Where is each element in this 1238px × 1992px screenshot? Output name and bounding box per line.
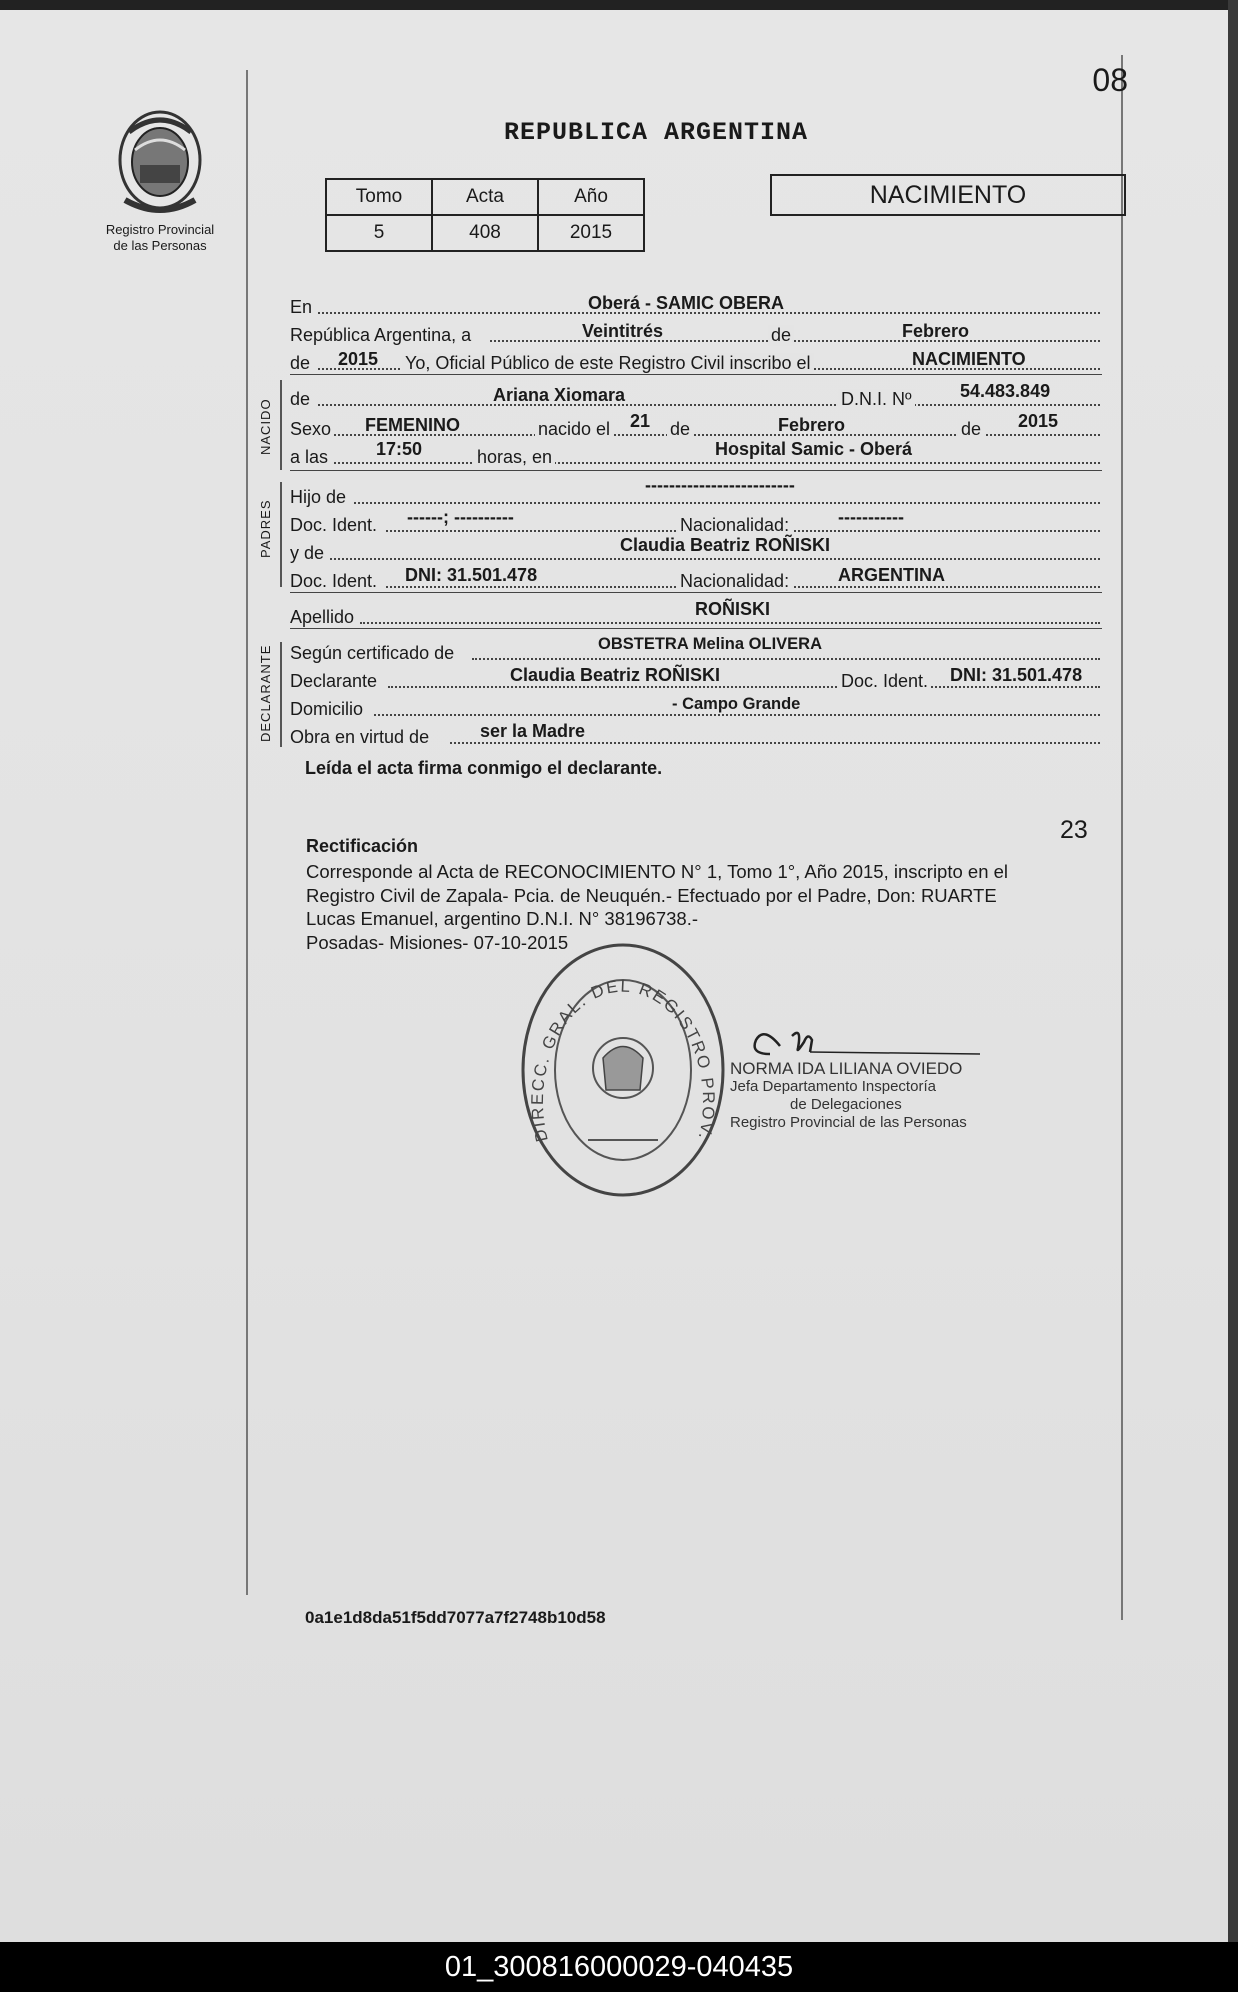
divider-1 bbox=[290, 374, 1102, 375]
side-label-padres: PADRES bbox=[258, 499, 273, 558]
label-yde: y de bbox=[290, 543, 325, 563]
rectification-line: Lucas Emanuel, argentino D.N.I. N° 38196738.- bbox=[306, 908, 699, 929]
row-fecha bbox=[290, 320, 1100, 346]
anio-header: Año bbox=[538, 179, 644, 215]
closing-statement: Leída el acta firma conmigo el declarante. bbox=[305, 758, 663, 778]
act-type-box: NACIMIENTO bbox=[770, 174, 1126, 216]
label-sexo: Sexo bbox=[290, 419, 332, 439]
value-dni: 54.483.849 bbox=[960, 381, 1051, 401]
svg-text:DIRECC. GRAL. DEL REGISTRO PRO bbox=[518, 940, 718, 1144]
label-alas: a las bbox=[290, 447, 329, 467]
row-apellido bbox=[290, 599, 1100, 628]
label-nacionalidad: Nacionalidad: bbox=[677, 515, 792, 536]
value-padre-nac: ----------- bbox=[838, 507, 904, 527]
row-en bbox=[290, 292, 1100, 318]
label-declarante: Declarante bbox=[290, 671, 378, 691]
signatory-block bbox=[730, 1060, 967, 1132]
row-nombre bbox=[290, 381, 1100, 410]
row-declarante bbox=[290, 666, 1100, 692]
label-de3: de bbox=[667, 419, 693, 440]
divider-4 bbox=[290, 628, 1102, 629]
nacido-bracket bbox=[280, 380, 282, 470]
label-de-nombre: de bbox=[290, 389, 311, 409]
logo-caption-1: Registro Provincial bbox=[105, 222, 215, 237]
frame-left-line bbox=[246, 70, 248, 1595]
rectification-line: Registro Civil de Zapala- Pcia. de Neuquén.- Efectuado por el Padre, Don: RUARTE bbox=[306, 884, 997, 906]
signatory-role: Registro Provincial de las Personas bbox=[730, 1114, 967, 1131]
label-nacionalidad2: Nacionalidad: bbox=[677, 571, 792, 592]
label-dni: D.N.I. Nº bbox=[838, 389, 915, 410]
label-de: de bbox=[768, 325, 794, 346]
stamp-seal-icon bbox=[518, 940, 728, 1200]
value-apellido: ROÑISKI bbox=[695, 599, 771, 619]
row-sexo bbox=[290, 411, 1100, 440]
row-madre-doc bbox=[290, 566, 1100, 592]
value-anio: 2015 bbox=[338, 349, 379, 369]
scan-top-edge bbox=[0, 0, 1238, 10]
value-padre: ------------------------- bbox=[645, 475, 795, 495]
label-en: En bbox=[290, 297, 313, 317]
rectification-line: Posadas- Misiones- 07-10-2015 bbox=[306, 931, 569, 953]
row-certificado bbox=[290, 635, 1100, 664]
province-logo bbox=[100, 110, 220, 254]
value-lugar-nac: Hospital Samic - Oberá bbox=[715, 439, 913, 459]
label-segun: Según certificado de bbox=[290, 643, 455, 663]
padres-bracket bbox=[280, 482, 282, 587]
value-madre: Claudia Beatriz ROÑISKI bbox=[620, 535, 831, 555]
value-mes: Febrero bbox=[902, 321, 970, 341]
label-hijo: Hijo de bbox=[290, 487, 347, 507]
signatory-role: Jefa Departamento Inspectoría bbox=[730, 1078, 936, 1095]
signature-icon bbox=[750, 1018, 980, 1062]
signatory-name: NORMA IDA LILIANA OVIEDO bbox=[730, 1059, 963, 1078]
label-obra: Obra en virtud de bbox=[290, 727, 430, 747]
document-title: REPUBLICA ARGENTINA bbox=[504, 118, 809, 147]
value-anio-nac: 2015 bbox=[1018, 411, 1059, 431]
value-obra: ser la Madre bbox=[480, 721, 586, 741]
document-hash: 0a1e1d8da51f5dd7077a7f2748b10d58 bbox=[305, 1608, 606, 1627]
frame-right-line bbox=[1121, 55, 1123, 1620]
rectification-line: Corresponde al Acta de RECONOCIMIENTO N° 1, Tomo 1°, Año 2015, inscripto en el bbox=[306, 861, 1009, 882]
row-madre bbox=[290, 535, 1100, 564]
value-certificado: OBSTETRA Melina OLIVERA bbox=[598, 635, 822, 653]
divider-3 bbox=[290, 592, 1102, 593]
value-hora: 17:50 bbox=[376, 439, 423, 459]
acta-header: Acta bbox=[432, 179, 538, 215]
declarante-bracket bbox=[280, 642, 282, 747]
acta-value: 408 bbox=[432, 215, 538, 251]
value-declarante-doc: DNI: 31.501.478 bbox=[950, 665, 1083, 685]
value-nombre: Ariana Xiomara bbox=[493, 385, 626, 405]
value-madre-nac: ARGENTINA bbox=[838, 565, 945, 585]
label-de2: de bbox=[290, 353, 311, 373]
tomo-value: 5 bbox=[326, 215, 432, 251]
label-horas: horas, en bbox=[474, 447, 555, 468]
side-label-declarante: DECLARANTE bbox=[258, 644, 273, 742]
official-stamp bbox=[518, 940, 728, 1205]
label-apellido: Apellido bbox=[290, 607, 355, 627]
label-republica: República Argentina, a bbox=[290, 325, 472, 345]
label-domicilio: Domicilio bbox=[290, 699, 364, 719]
value-declarante: Claudia Beatriz ROÑISKI bbox=[510, 665, 721, 685]
value-madre-doc: DNI: 31.501.478 bbox=[405, 565, 538, 585]
value-lugar: Oberá - SAMIC OBERA bbox=[588, 293, 785, 313]
page-number: 08 bbox=[1092, 62, 1128, 98]
tomo-header: Tomo bbox=[326, 179, 432, 215]
row-hora bbox=[290, 439, 1100, 468]
stamp-text: DIRECC. GRAL. DEL REGISTRO PROV. bbox=[527, 976, 719, 1144]
side-label-nacido: NACIDO bbox=[258, 398, 273, 455]
label-de4: de bbox=[958, 419, 984, 440]
value-dia-nac: 21 bbox=[630, 411, 651, 431]
value-mes-nac: Febrero bbox=[778, 415, 846, 435]
value-tipo: NACIMIENTO bbox=[912, 349, 1026, 369]
row-obra bbox=[290, 722, 1100, 748]
divider-2 bbox=[290, 470, 1102, 471]
rectification-title: Rectificación bbox=[306, 836, 419, 856]
value-padre-doc: ------; ---------- bbox=[407, 507, 514, 527]
row-padre-doc bbox=[290, 507, 1100, 536]
coat-of-arms-icon bbox=[115, 110, 205, 218]
signatory-role: de Delegaciones bbox=[790, 1096, 902, 1113]
value-dia: Veintitrés bbox=[582, 321, 664, 341]
label-yo: Yo, Oficial Público de este Registro Civil inscribo el bbox=[402, 353, 814, 374]
label-docident3: Doc. Ident. bbox=[838, 671, 931, 692]
scan-right-edge bbox=[1228, 0, 1238, 1942]
row-inscripcion bbox=[290, 348, 1100, 374]
label-docident: Doc. Ident. bbox=[290, 515, 378, 535]
value-sexo: FEMENINO bbox=[365, 415, 461, 435]
label-nacido-el: nacido el bbox=[535, 419, 613, 440]
label-docident2: Doc. Ident. bbox=[290, 571, 378, 591]
logo-caption-2: de las Personas bbox=[113, 238, 207, 253]
scan-footer-id: 01_300816000029-040435 bbox=[0, 1942, 1238, 1992]
row-hijo bbox=[290, 475, 1100, 508]
rectification-number: 23 bbox=[1060, 816, 1088, 844]
register-table bbox=[325, 178, 645, 252]
anio-value: 2015 bbox=[538, 215, 644, 251]
row-domicilio bbox=[290, 694, 1100, 720]
value-domicilio: - Campo Grande bbox=[672, 695, 801, 713]
